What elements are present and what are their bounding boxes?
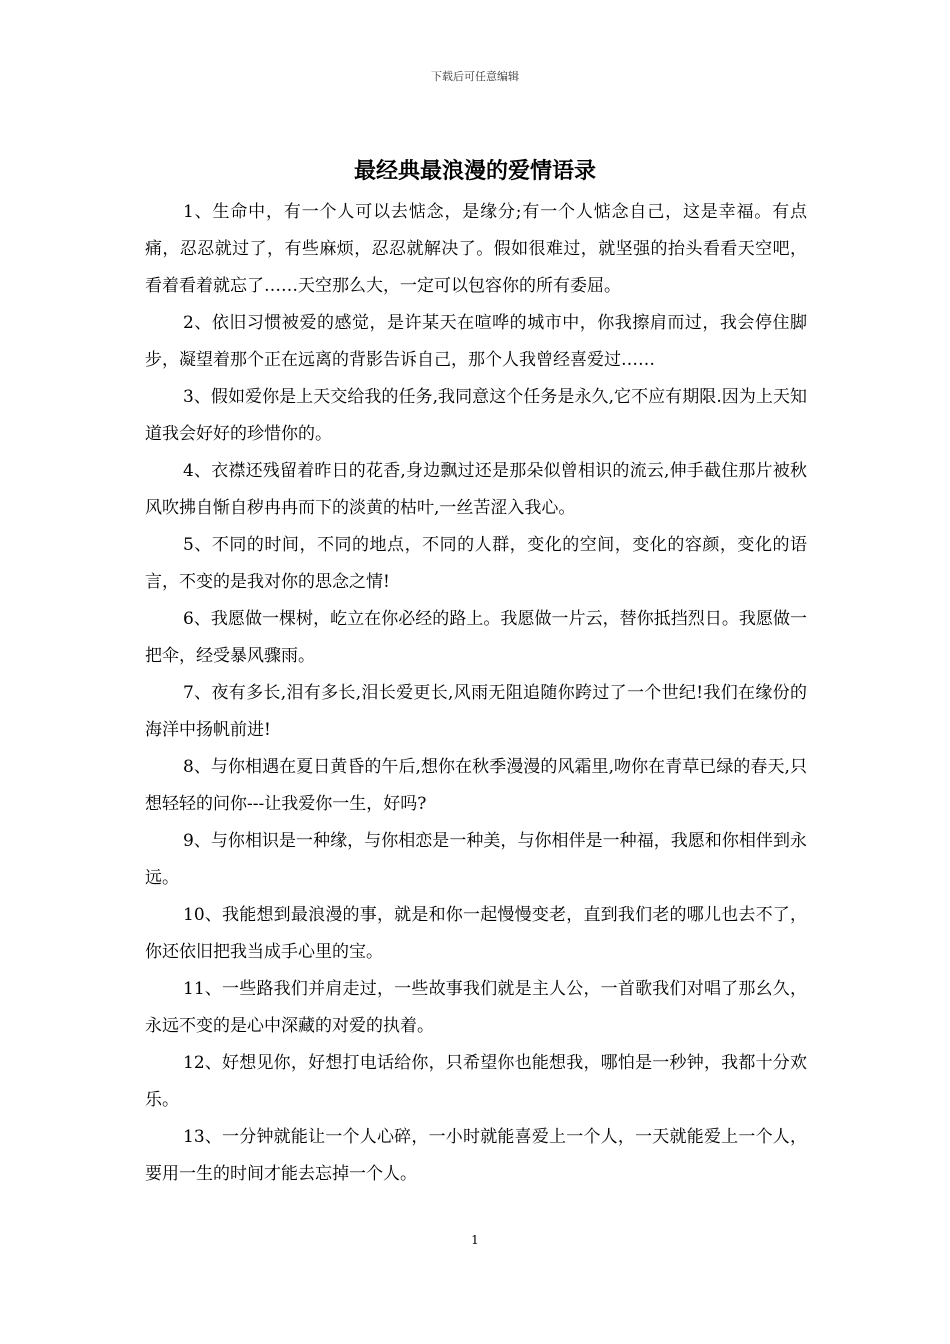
paragraph-1: 1、生命中，有一个人可以去惦念，是缘分;有一个人惦念自己，这是幸福。有点痛，忍忍就过了，有些麻烦，忍忍就解决了。假如很难过，就坚强的抬头看看天空吧，看着看着就忘了……天空那么大，一定可以包容你的所有委屈。: [145, 202, 807, 296]
paragraph-7: 7、夜有多长,泪有多长,泪长爱更长,风雨无阻追随你跨过了一个世纪!我们在缘份的海洋中扬帆前进!: [145, 683, 807, 740]
paragraph-13: 13、一分钟就能让一个人心碎，一小时就能喜爱上一个人，一天就能爱上一个人，要用一生的时间才能去忘掉一个人。: [145, 1127, 807, 1184]
document-title: 最经典最浪漫的爱情语录: [353, 159, 596, 184]
paragraph-4: 4、衣襟还残留着昨日的花香,身边飘过还是那朵似曾相识的流云,伸手截住那片被秋风吹拂自惭自秽冉冉而下的淡黄的枯叶,一丝苦涩入我心。: [145, 461, 807, 518]
paragraph-9: 9、与你相识是一种缘，与你相恋是一种美，与你相伴是一种福，我愿和你相伴到永远。: [145, 831, 807, 888]
document-body: [145, 194, 807, 1193]
paragraph-5: 5、不同的时间，不同的地点，不同的人群，变化的空间，变化的容颜，变化的语言，不变的是我对你的思念之情!: [145, 535, 807, 592]
paragraph-10: 10、我能想到最浪漫的事，就是和你一起慢慢变老，直到我们老的哪儿也去不了，你还依旧把我当成手心里的宝。: [145, 905, 807, 962]
header-note: 下载后可任意编辑: [431, 70, 519, 83]
paragraph-2: 2、依旧习惯被爱的感觉，是许某天在喧哗的城市中，你我擦肩而过，我会停住脚步，凝望着那个正在远离的背影告诉自己，那个人我曾经喜爱过……: [145, 313, 807, 370]
page-number: 1: [471, 1233, 479, 1247]
paragraph-12: 12、好想见你，好想打电话给你，只希望你也能想我，哪怕是一秒钟，我都十分欢乐。: [145, 1053, 807, 1110]
paragraph-3: 3、假如爱你是上天交给我的任务,我同意这个任务是永久,它不应有期限.因为上天知道我会好好的珍惜你的。: [145, 387, 807, 444]
paragraph-6: 6、我愿做一棵树，屹立在你必经的路上。我愿做一片云，替你抵挡烈日。我愿做一把伞，经受暴风骤雨。: [145, 609, 807, 666]
paragraph-11: 11、一些路我们并肩走过，一些故事我们就是主人公，一首歌我们对唱了那幺久，永远不变的是心中深藏的对爱的执着。: [145, 979, 807, 1036]
paragraph-8: 8、与你相遇在夏日黄昏的午后,想你在秋季漫漫的风霜里,吻你在青草已绿的春天,只想轻轻的问你---让我爱你一生，好吗?: [145, 757, 807, 814]
